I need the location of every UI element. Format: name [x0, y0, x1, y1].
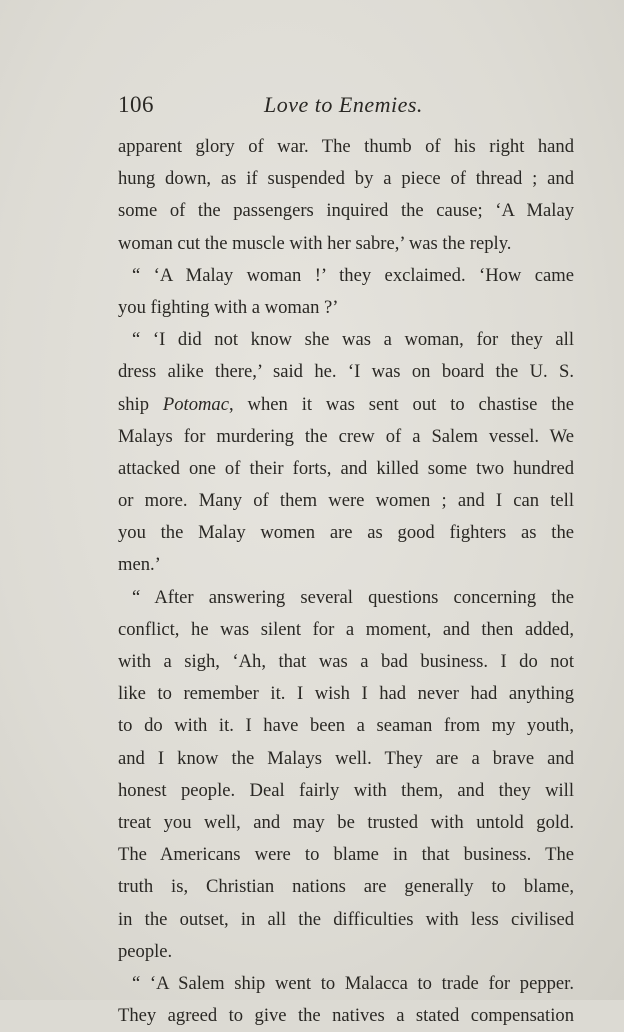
text-line: you the Malay women are as good fighters as the [118, 522, 574, 544]
text-line: men.’ [118, 554, 161, 576]
text-line: dress alike there,’ said he. ‘I was on board the U. S. [118, 361, 574, 383]
text-line: with a sigh, ‘Ah, that was a bad business. I do not [118, 651, 574, 672]
text-line: conflict, he was silent for a moment, and then added, [118, 618, 574, 640]
text-line: hung down, as if suspended by a piece of thread ; and [118, 168, 574, 190]
text-line: and I know the Malays well. They are a brave and [118, 747, 574, 769]
text-line: woman cut the muscle with her sabre,’ was the reply. [118, 232, 512, 254]
text-line: “ ‘A Salem ship went to Malacca to trade for pepper. [132, 972, 574, 994]
text-line: to do with it. I have been a seaman from my youth, [118, 715, 574, 737]
page-number: 106 [118, 92, 154, 117]
text-line: “ After answering several questions concerning the [132, 586, 574, 608]
text-line: The Americans were to blame in that business. The [118, 844, 574, 866]
text-line [118, 389, 574, 421]
text-line: “ ‘A Malay woman !’ they exclaimed. ‘How came [132, 264, 574, 286]
text-line: “ ‘I did not know she was a woman, for they all [132, 329, 574, 351]
text-line: or more. Many of them were women ; and I can tell [118, 490, 574, 512]
text-line: some of the passengers inquired the cause; ‘A Malay [118, 200, 574, 222]
text-line: They agreed to give the natives a stated compensation [118, 1005, 574, 1027]
text-span: ship [118, 393, 163, 415]
text-line: truth is, Christian nations are generally to blame, [118, 876, 574, 898]
text-line: attacked one of their forts, and killed some two hundred [118, 457, 574, 479]
text-span: , when it was sent out to chastise the [229, 393, 574, 415]
text-line: treat you well, and may be trusted with untold gold. [118, 811, 574, 833]
page-header [118, 92, 574, 122]
text-line: Malays for murdering the crew of a Salem vessel. We [118, 425, 574, 447]
text-line: you fighting with a woman ?’ [118, 296, 339, 318]
text-line: like to remember it. I wish I had never had anything [118, 683, 574, 705]
text-line: people. [118, 940, 173, 962]
text-line: in the outset, in all the difficulties with less civilised [118, 908, 574, 930]
running-title: Love to Enemies. [264, 92, 423, 117]
text-line: honest people. Deal fairly with them, and they will [118, 779, 574, 801]
body-text [118, 131, 574, 1032]
text-line: apparent glory of war. The thumb of his right hand [118, 136, 574, 157]
ship-name: Potomac [162, 393, 229, 415]
